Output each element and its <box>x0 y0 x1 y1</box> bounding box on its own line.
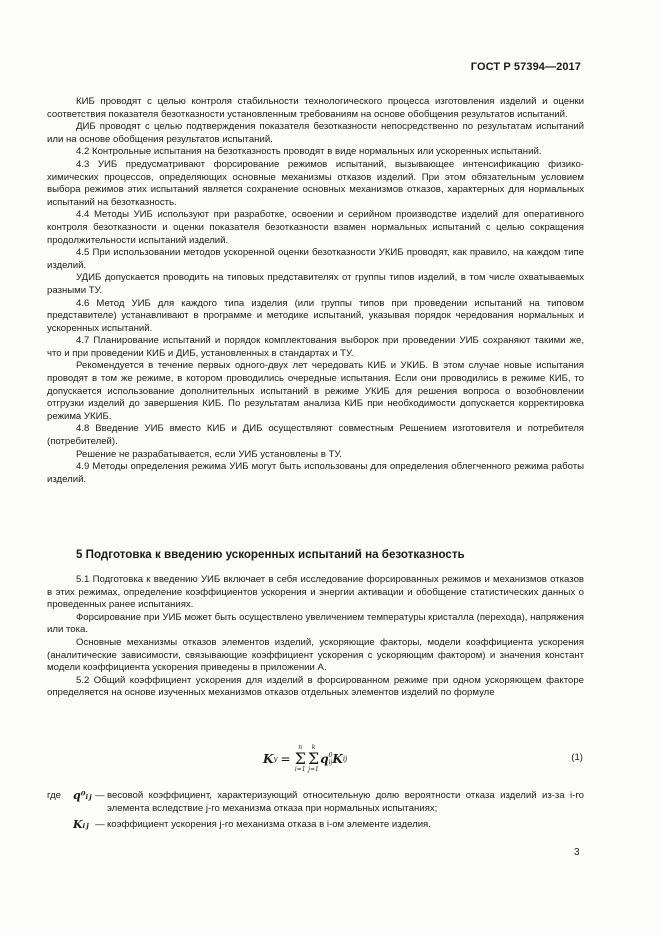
standard-header: ГОСТ Р 57394—2017 <box>470 61 581 73</box>
sigma-icon: Σ <box>294 749 306 768</box>
body-text <box>47 96 584 486</box>
where-lead-empty <box>47 819 73 832</box>
paragraph: 4.4 Методы УИБ используют при разработке, освоении и серийном производстве изделий для оперативного контроля безотказности и оценки показателя безотказности взамен нормальных испытаний с целью сокращения продолжительности испытаний изделий. <box>47 209 584 246</box>
where-row <box>47 790 584 815</box>
paragraph: 5.1 Подготовка к введению УИБ включает в себя исследование форсированных режимов и механизмов отказов в этих режимах, определение коэффициентов ускорения и энергии активации и обобщение статистических данных о проведенных ранее испытаниях. <box>47 574 584 611</box>
formula-equals: = <box>280 752 291 766</box>
where-row <box>47 819 584 832</box>
sum-i-bottom: i=1 <box>294 766 306 773</box>
where-symbol: Kᵢⱼ <box>73 818 89 832</box>
paragraph: ДИБ проводят с целью подтверждения показателя безотказности непосредственно по результатам испытаний или на основе обобщения результатов испытаний. <box>47 121 584 145</box>
equation-number: (1) <box>571 752 583 763</box>
where-dash: — <box>95 790 105 801</box>
formula-k-sub: ij <box>342 755 348 763</box>
paragraph: Форсирование при УИБ может быть осуществлено увеличением температуры кристалла (перехода), напряжения или тока. <box>47 611 584 636</box>
paragraph: Решение не разрабатывается, если УИБ установлены в ТУ. <box>76 448 342 460</box>
paragraph: 4.5 При использовании методов ускоренной оценки безотказности УКИБ проводят, как правило, на каждом типе изделий. <box>47 247 584 271</box>
section-title: 5 Подготовка к введению ускоренных испытаний на безотказность <box>76 548 465 561</box>
paragraph: 5.2 Общий коэффициент ускорения для изделий в форсированном режиме при одном ускоряющем факторе определяется на основе изученных механизмов отказов отдельных элементов изделий по формуле <box>47 674 584 699</box>
where-block <box>47 790 584 836</box>
formula-q-sup: 0 <box>328 752 333 759</box>
where-text: коэффициент ускорения j-го механизма отказа в i-ом элементе изделия. <box>107 819 431 831</box>
formula-k: K <box>332 752 343 766</box>
paragraph: 4.8 Введение УИБ вместо КИБ и ДИБ осуществляют совместным Решением изготовителя и потребителя (потребителей). <box>47 423 584 448</box>
paragraph: 4.7 Планирование испытаний и порядок комплектования выборок при проведении УИБ сохраняют такими же, что и при проведении КИБ и ДИБ, установленных в стандартах и ТУ. <box>47 335 584 359</box>
sum-j-top: k <box>311 744 316 751</box>
where-lead: где <box>47 790 62 801</box>
formula <box>263 744 347 774</box>
paragraph: 4.3 УИБ предусматривают форсирование режимов испытаний, вызывающее интенсификацию физико-химических процессов, определяющих основные механизмы отказов изделий. При этом обязательным условием выбора режимов этих испытаний является сохранение основных механизмов отказов, характерных для нормальных испытаний на безотказность. <box>47 158 584 208</box>
paragraph: КИБ проводят с целью контроля стабильности технологического процесса изготовления изделий и оценки соответствия показателя безотказности установленным требованиям на основе обобщения результатов испытаний. <box>47 96 584 120</box>
formula-q: q <box>320 752 329 766</box>
paragraph: 4.2 Контрольные испытания на безотказность проводят в виде нормальных или ускоренных испытаний. <box>76 146 542 158</box>
paragraph: УДИБ допускается проводить на типовых представителях от группы типов изделий, в том числе охватываемых разными ТУ. <box>47 272 584 296</box>
where-text: весовой коэффициент, характеризующий относительную долю вероятности отказа изделий из-за i-го элемента вследствие j-го механизма отказа при нормальных испытаниях; <box>107 790 584 814</box>
paragraph: Основные механизмы отказов элементов изделий, ускоряющие факторы, модели коэффициента ускорения (аналитические зависимости, связывающие коэффициент ускорения с ускоряющим фактором) и значения констант модели коэффициента ускорения приведены в приложении А. <box>47 636 584 674</box>
sum-i-top: n <box>298 744 303 751</box>
where-dash: — <box>95 819 105 831</box>
sum-j <box>308 744 319 774</box>
formula-lhs: K <box>263 752 274 766</box>
section-body <box>47 574 584 700</box>
where-symbol: q⁰ᵢⱼ <box>73 789 92 802</box>
paragraph: Рекомендуется в течение первых одного-двух лет чередовать КИБ и УКИБ. В этом случае новые испытания проводят в том же режиме, в котором проводились очередные испытания. Если они проводились в режиме КИБ, то допускается использование дополнительных испытаний в режиме УКИБ для решения вопроса о возобновлении отгрузки изделий до завершения КИБ. По результатам анализа КИБ при необходимости допускается корректировка режима УКИБ. <box>47 360 584 422</box>
paragraph: 4.9 Методы определения режима УИБ могут быть использованы для определения облегченного режима работы изделий. <box>47 461 584 485</box>
formula-lhs-sub: у <box>273 755 278 763</box>
sum-i <box>295 744 306 774</box>
paragraph: 4.6 Метод УИБ для каждого типа изделия (или группы типов при проведении испытаний на типовом представителе) устанавливают в программе и методике испытаний, указывая порядок чередования нормальных и ускоренных испытаний. <box>47 297 584 334</box>
formula-q-sub: ij <box>328 759 333 766</box>
page-number: 3 <box>574 847 580 858</box>
sigma-icon: Σ <box>307 749 320 768</box>
sum-j-bottom: j=1 <box>308 766 319 773</box>
